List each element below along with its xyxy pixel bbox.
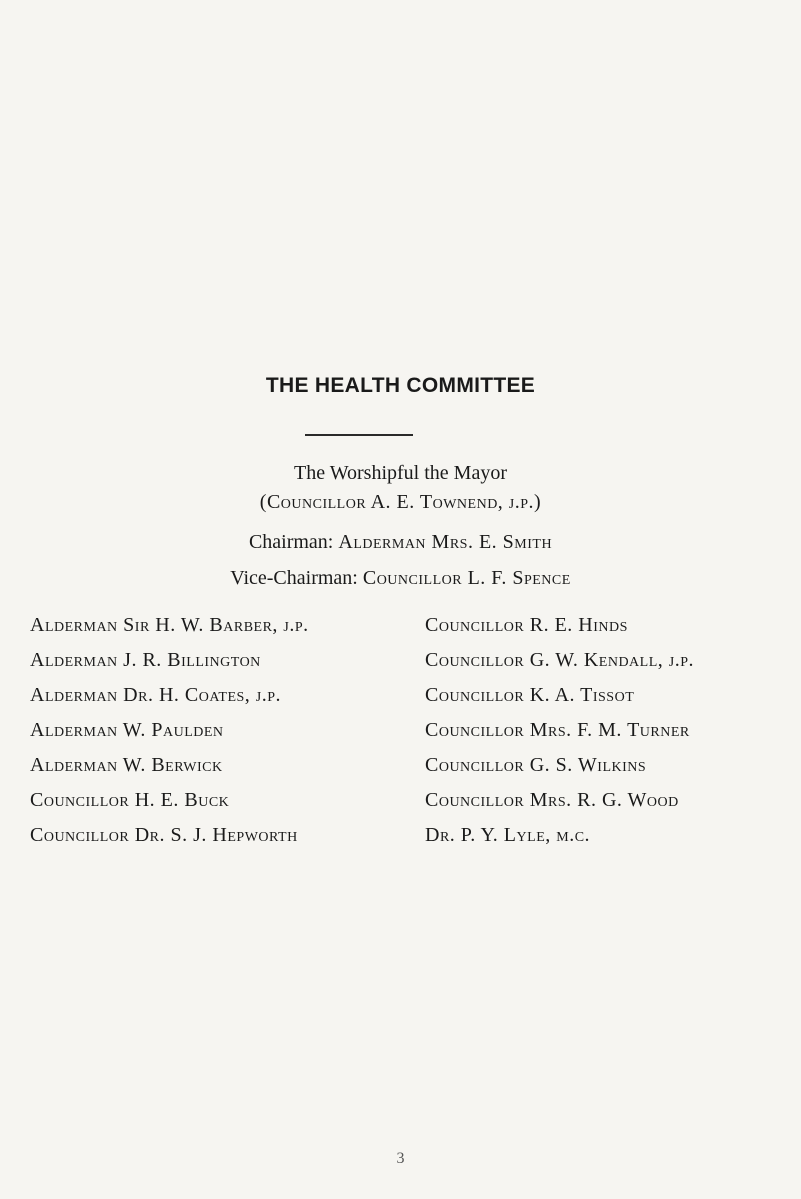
chairman-label: Chairman: bbox=[248, 531, 334, 553]
member-entry: Alderman Sir H. W. Barber, j.p. bbox=[30, 614, 309, 636]
member-entry: Alderman W. Paulden bbox=[30, 719, 224, 741]
vice-chairman-line bbox=[0, 567, 801, 590]
vice-chairman-name: Councillor L. F. Spence bbox=[362, 567, 571, 589]
member-entry: Councillor Dr. S. J. Hepworth bbox=[30, 824, 298, 846]
member-entry: Councillor R. E. Hinds bbox=[425, 614, 628, 636]
chairman-line bbox=[0, 531, 801, 554]
mayor-line-2: (Councillor A. E. Townend, j.p.) bbox=[259, 491, 542, 513]
chairman-name: Alderman Mrs. E. Smith bbox=[338, 531, 553, 553]
member-entry: Alderman Dr. H. Coates, j.p. bbox=[30, 684, 282, 706]
page-number: 3 bbox=[396, 1150, 405, 1167]
member-entry: Councillor K. A. Tissot bbox=[425, 684, 635, 706]
member-entry: Councillor Mrs. F. M. Turner bbox=[425, 719, 690, 741]
member-entry: Alderman J. R. Billington bbox=[30, 649, 261, 671]
title-divider bbox=[305, 434, 413, 436]
member-entry: Alderman W. Berwick bbox=[30, 754, 223, 776]
member-entry: Councillor Mrs. R. G. Wood bbox=[425, 789, 679, 811]
vice-chairman-label: Vice-Chairman: bbox=[230, 567, 358, 589]
committee-title: THE HEALTH COMMITTEE bbox=[265, 374, 536, 397]
member-entry: Councillor G. W. Kendall, j.p. bbox=[425, 649, 695, 671]
mayor-line-1: The Worshipful the Mayor bbox=[294, 462, 507, 484]
members-left-column bbox=[30, 608, 309, 853]
members-right-column bbox=[425, 608, 694, 853]
member-entry: Councillor H. E. Buck bbox=[30, 789, 230, 811]
member-entry: Dr. P. Y. Lyle, m.c. bbox=[425, 824, 591, 846]
member-entry: Councillor G. S. Wilkins bbox=[425, 754, 647, 776]
